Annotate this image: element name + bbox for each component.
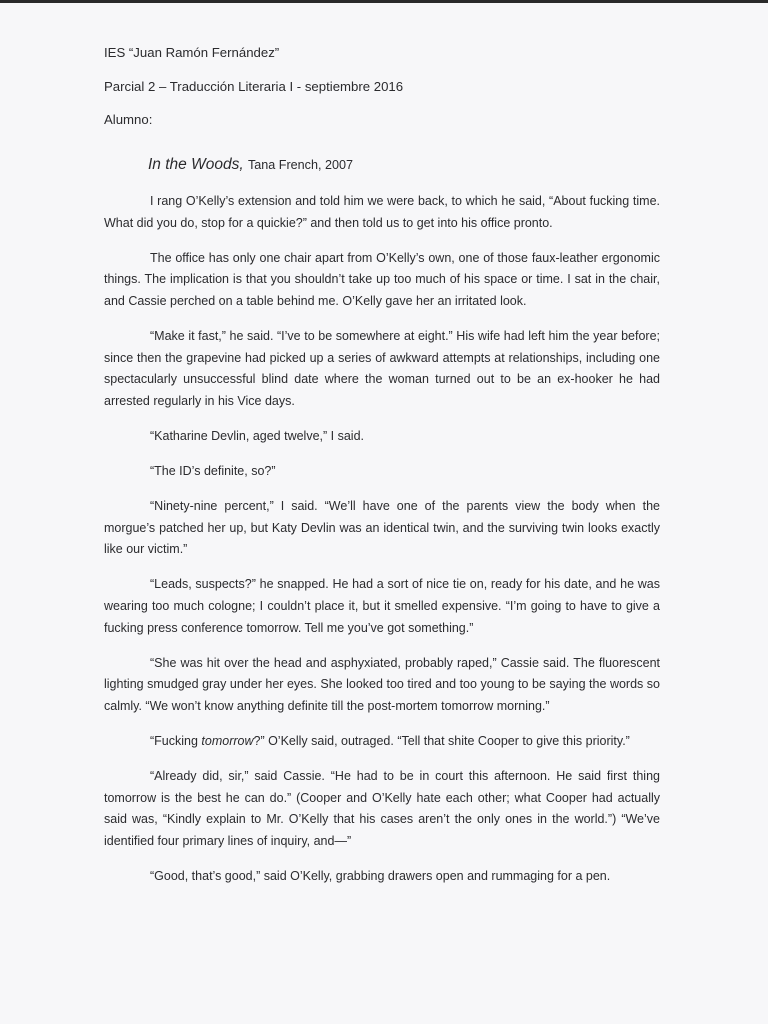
paragraph: “She was hit over the head and asphyxiated, probably raped,” Cassie said. The fluorescent lighting smudged gray under her eyes. She looked too tired and too young to be saying the words so calmly. “We won’t know anything definite till the post-mortem tomorrow morning.” [104,655,660,713]
work-title: In the Woods, [148,156,244,173]
paragraph-text: “Fucking [150,733,202,748]
scan-edge [0,0,768,3]
paragraph-text: ?” O’Kelly said, outraged. “Tell that shite Cooper to give this priority.” [253,733,630,748]
paragraph: The office has only one chair apart from O’Kelly’s own, one of those faux-leather ergonomic things. The implication is that you shouldn’t take up too much of his space or time. I sat in the chair, and Cassie perched on a table behind me. O’Kelly gave her an irritated look. [104,250,660,308]
student-label: Alumno: [104,112,153,127]
paragraph [104,731,660,753]
paragraph: I rang O’Kelly’s extension and told him we were back, to which he said, “About fucking time. What did you do, stop for a quickie?” and then told us to get into his office pronto. [104,194,660,230]
school-name: IES “Juan Ramón Fernández” [104,45,280,60]
emphasis-text: tomorrow [201,733,254,748]
paragraph: “Good, that’s good,” said O’Kelly, grabbing drawers open and rummaging for a pen. [150,868,611,883]
passage-body [104,191,660,901]
paragraph: “Make it fast,” he said. “I’ve to be somewhere at eight.” His wife had left him the year before; since then the grapevine had picked up a series of awkward attempts at relationships, including one spectacularly unsuccessful blind date where the woman turned out to be an ex-hooker he had arrested regularly in his Vice days. [104,328,660,408]
paragraph: “Katharine Devlin, aged twelve,” I said. [150,428,364,443]
text-title [148,154,353,176]
paragraph: “Already did, sir,” said Cassie. “He had to be in court this afternoon. He said first thing tomorrow is the best he can do.” (Cooper and O’Kelly hate each other; what Cooper had actually said was, “Kindly explain to Mr. O’Kelly that his cases aren’t the only ones in the world.”) “We’ve identified four primary lines of inquiry, and—” [104,768,660,848]
exam-title: Parcial 2 – Traducción Literaria I - septiembre 2016 [104,78,404,94]
exam-header [104,44,664,145]
work-author: Tana French, 2007 [247,158,353,172]
paragraph: “The ID’s definite, so?” [150,463,276,478]
paragraph: “Leads, suspects?” he snapped. He had a sort of nice tie on, ready for his date, and he was wearing too much cologne; I couldn’t place it, but it smelled expensive. “I’m going to have to give a fucking press conference tomorrow. Tell me you’ve got something.” [104,577,660,635]
paragraph: “Ninety-nine percent,” I said. “We’ll have one of the parents view the body when the morgue’s patched her up, but Katy Devlin was an identical twin, and the surviving twin looks exactly like our victim.” [104,499,660,557]
